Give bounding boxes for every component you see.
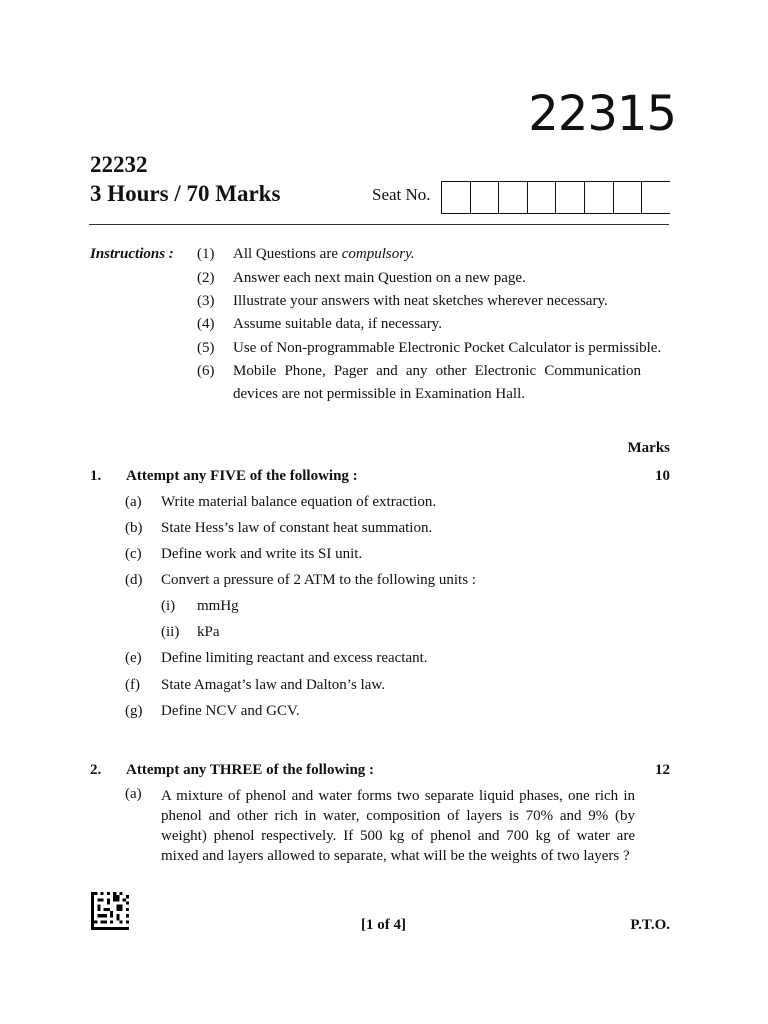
seat-box bbox=[527, 182, 556, 213]
seat-box bbox=[641, 182, 670, 213]
sub-question-text: Write material balance equation of extraction. bbox=[161, 494, 437, 510]
sub-question-label: (d) bbox=[125, 572, 143, 588]
question-title: Attempt any FIVE of the following : bbox=[126, 468, 358, 484]
instruction-text: Assume suitable data, if necessary. bbox=[233, 316, 442, 332]
exam-duration-marks: 3 Hours / 70 Marks bbox=[90, 181, 281, 206]
sub-question-label: (a) bbox=[125, 786, 142, 802]
seat-box bbox=[584, 182, 613, 213]
paper-code: 22315 bbox=[528, 86, 676, 142]
sub-question-label: (e) bbox=[125, 650, 142, 666]
sub-part-text: mmHg bbox=[197, 598, 239, 614]
sub-question-label: (c) bbox=[125, 546, 142, 562]
sub-question-text: Define NCV and GCV. bbox=[161, 703, 300, 719]
seat-box bbox=[441, 182, 470, 213]
sub-part-label: (i) bbox=[161, 598, 176, 614]
instruction-text bbox=[233, 246, 663, 263]
question-marks: 10 bbox=[655, 468, 670, 484]
please-turn-over: P.T.O. bbox=[630, 917, 670, 933]
sub-question-label: (a) bbox=[125, 494, 142, 510]
sub-question-text: Define work and write its SI unit. bbox=[161, 546, 363, 562]
instruction-text-emphasis: compulsory. bbox=[341, 246, 415, 262]
sub-question-paragraph: A mixture of phenol and water forms two separate liquid phases, one rich in phenol and other rich in water, composition of layers is 70% and 9% (by weight) phenol respectively. If 500 kg of phenol and 700 kg of water are mixed and layers allowed to separate, what will be the weights of two layers ? bbox=[161, 788, 635, 864]
subject-code: 22232 bbox=[90, 152, 148, 177]
sub-question-text: Convert a pressure of 2 ATM to the following units : bbox=[161, 572, 476, 588]
instruction-text: Answer each next main Question on a new page. bbox=[233, 270, 526, 286]
page-number: [1 of 4] bbox=[361, 917, 406, 933]
seat-number-label: Seat No. bbox=[372, 185, 431, 204]
instructions-label: Instructions : bbox=[90, 246, 174, 262]
sub-question-text: State Amagat’s law and Dalton’s law. bbox=[161, 677, 385, 693]
datamatrix-code-icon bbox=[91, 892, 129, 930]
seat-box bbox=[470, 182, 499, 213]
instruction-number: (2) bbox=[197, 270, 215, 286]
instruction-text-line2: devices are not permissible in Examination Hall. bbox=[233, 386, 526, 402]
instruction-text-line1: Mobile Phone, Pager and any other Electronic Communication bbox=[233, 363, 641, 379]
seat-number-boxes bbox=[441, 181, 670, 214]
sub-part-text: kPa bbox=[197, 624, 220, 640]
instruction-text: Illustrate your answers with neat sketches wherever necessary. bbox=[233, 293, 608, 309]
instruction-number: (3) bbox=[197, 293, 215, 309]
sub-question-text: Define limiting reactant and excess reactant. bbox=[161, 650, 428, 666]
header-divider bbox=[89, 224, 669, 225]
question-number: 2. bbox=[90, 762, 102, 778]
sub-question-text: State Hess’s law of constant heat summation. bbox=[161, 520, 433, 536]
marks-column-header: Marks bbox=[627, 440, 670, 456]
question-number: 1. bbox=[90, 468, 102, 484]
sub-question-label: (f) bbox=[125, 677, 140, 693]
instruction-number: (1) bbox=[197, 246, 215, 262]
sub-part-label: (ii) bbox=[161, 624, 180, 640]
question-marks: 12 bbox=[655, 762, 670, 778]
instruction-text-plain: All Questions are bbox=[233, 246, 342, 262]
seat-box bbox=[555, 182, 584, 213]
sub-question-label: (b) bbox=[125, 520, 143, 536]
question-title: Attempt any THREE of the following : bbox=[126, 762, 375, 778]
instruction-number: (5) bbox=[197, 340, 215, 356]
instruction-text: Use of Non-programmable Electronic Pocket Calculator is permissible. bbox=[233, 340, 662, 356]
instruction-number: (4) bbox=[197, 316, 215, 332]
seat-box bbox=[613, 182, 642, 213]
instruction-number: (6) bbox=[197, 363, 215, 379]
sub-question-label: (g) bbox=[125, 703, 143, 719]
seat-box bbox=[498, 182, 527, 213]
